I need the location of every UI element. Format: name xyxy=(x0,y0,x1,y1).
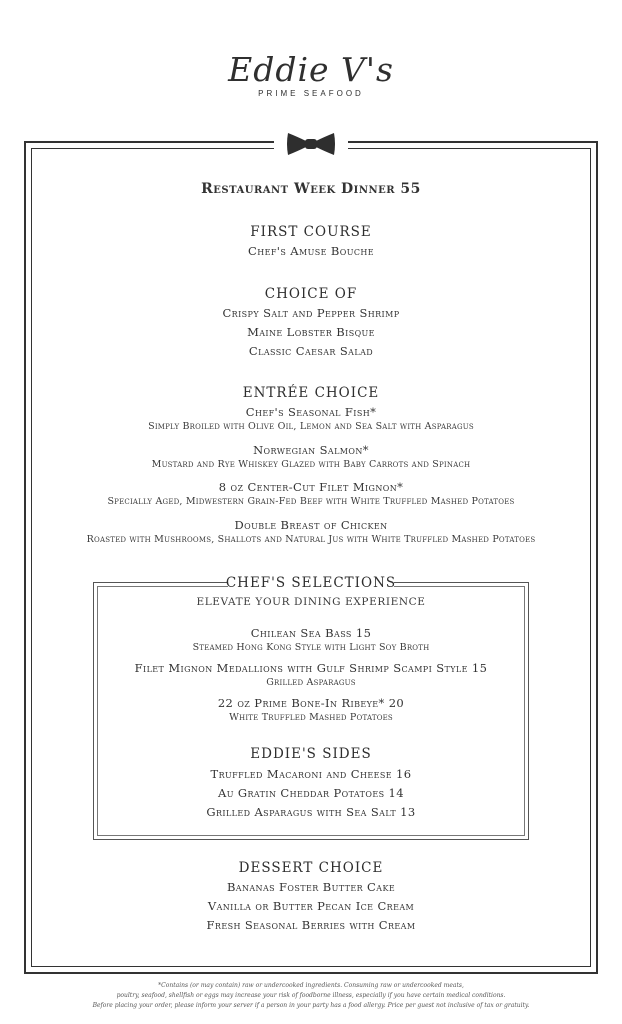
eddies-sides-heading: EDDIE'S SIDES xyxy=(250,746,372,762)
logo-tagline: PRIME SEAFOOD xyxy=(258,89,364,98)
menu-item: Grilled Asparagus with Sea Salt 13 xyxy=(206,805,416,819)
allergy-footnote-line: *Contains (or may contain) raw or undercooked ingredients. Consuming raw or undercooked meats, xyxy=(158,982,464,989)
menu-item: Chef's Amuse Bouche xyxy=(248,244,374,258)
menu-item: Norwegian Salmon* xyxy=(253,443,369,457)
first-course-heading: FIRST COURSE xyxy=(250,224,372,240)
menu-item: Double Breast of Chicken xyxy=(234,518,388,532)
choice-of-heading: CHOICE OF xyxy=(264,286,358,302)
menu-item-description: Simply Broiled with Olive Oil, Lemon and Sea Salt with Asparagus xyxy=(148,421,474,432)
menu-item: Chef's Seasonal Fish* xyxy=(245,405,377,419)
menu-item: Au Gratin Cheddar Potatoes 14 xyxy=(218,786,404,800)
menu-item-description: Mustard and Rye Whiskey Glazed with Baby Carrots and Spinach xyxy=(151,459,471,470)
logo-wordmark: Eddie V's xyxy=(228,50,394,89)
menu-item-description: Specially Aged, Midwestern Grain-Fed Beef with White Truffled Mashed Potatoes xyxy=(107,496,515,507)
menu-item: Classic Caesar Salad xyxy=(248,344,374,358)
menu-item: Filet Mignon Medallions with Gulf Shrimp Scampi Style 15 xyxy=(134,661,488,675)
chefs-selections-heading: CHEF'S SELECTIONS xyxy=(225,575,397,591)
menu-item: Vanilla or Butter Pecan Ice Cream xyxy=(207,899,415,913)
menu-item: Bananas Foster Butter Cake xyxy=(226,880,396,894)
allergy-footnote-line: Before placing your order, please inform your server if a person in your party has a food allergy. Price per guest not inclusive of tax or gratuity. xyxy=(92,1002,530,1009)
menu-item: 22 oz Prime Bone-In Ribeye* 20 xyxy=(217,696,405,710)
menu-item: Maine Lobster Bisque xyxy=(247,325,375,339)
allergy-footnote-line: poultry, seafood, shellfish or eggs may increase your risk of foodborne illness, especially if you have certain medical conditions. xyxy=(116,992,506,999)
entree-choice-heading: ENTRÉE CHOICE xyxy=(242,385,380,401)
menu-item: Fresh Seasonal Berries with Cream xyxy=(206,918,416,932)
menu-item: Truffled Macaroni and Cheese 16 xyxy=(210,767,412,781)
menu-item-description: White Truffled Mashed Potatoes xyxy=(229,712,393,723)
menu-item-description: Steamed Hong Kong Style with Light Soy Broth xyxy=(192,642,430,653)
dessert-choice-heading: DESSERT CHOICE xyxy=(238,860,384,876)
menu-item: Crispy Salt and Pepper Shrimp xyxy=(222,306,400,320)
menu-item: Chilean Sea Bass 15 xyxy=(250,626,372,640)
menu-item-description: Roasted with Mushrooms, Shallots and Natural Jus with White Truffled Mashed Potatoes xyxy=(86,534,536,545)
menu-item: 8 oz Center-Cut Filet Mignon* xyxy=(218,480,404,494)
chefs-selections-subheading: ELEVATE YOUR DINING EXPERIENCE xyxy=(196,596,426,608)
menu-title: Restaurant Week Dinner 55 xyxy=(201,181,421,197)
menu-item-description: Grilled Asparagus xyxy=(266,677,356,688)
